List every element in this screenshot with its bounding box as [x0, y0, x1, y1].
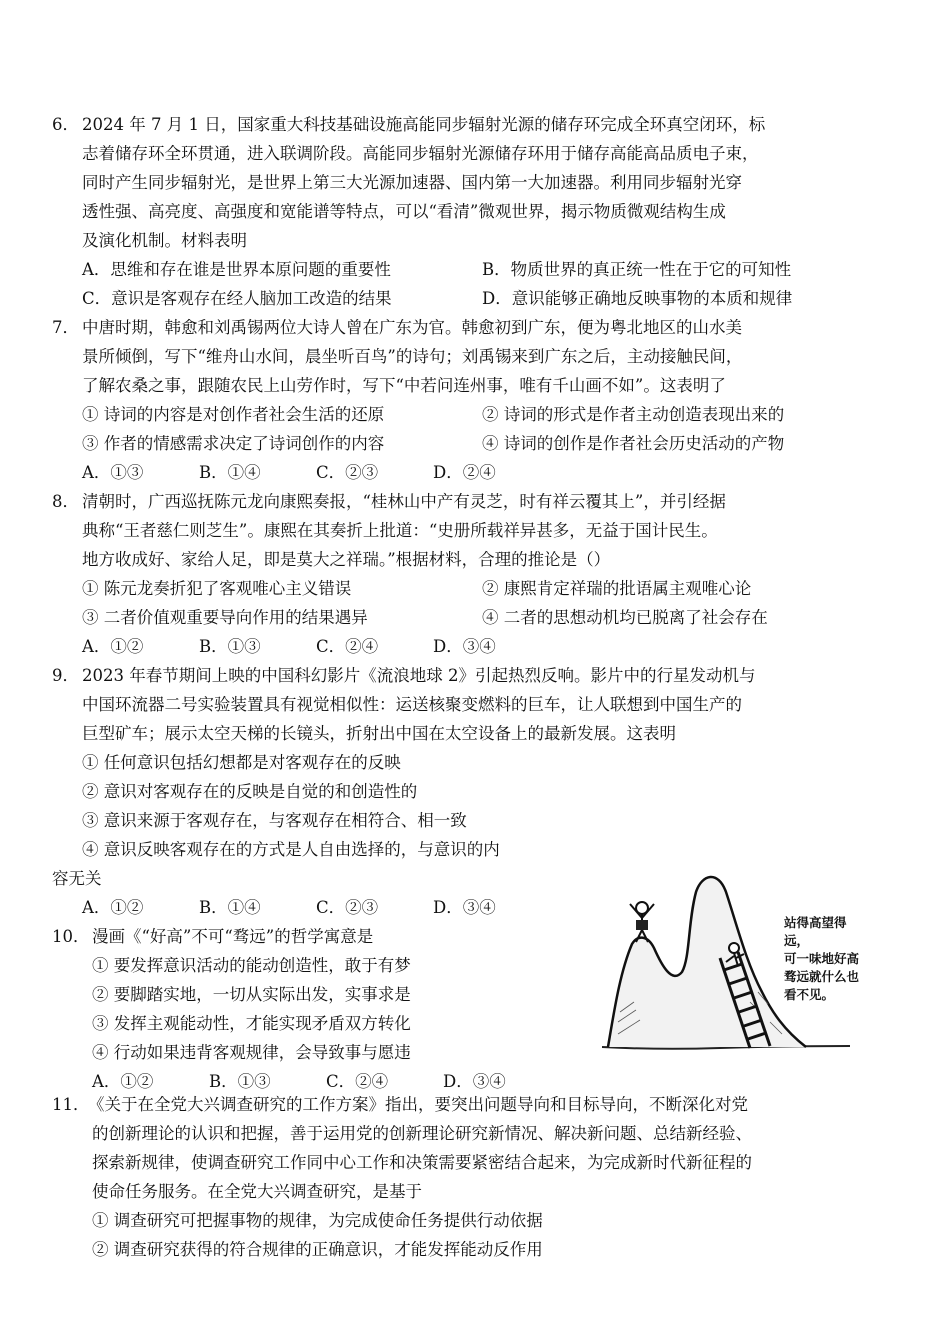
question-stem-line: 的创新理论的认识和把握，善于运用党的创新理论研究新情况、解决新问题、总结新经验、 [92, 1124, 752, 1143]
statement-2: ② 意识对客观存在的反映是自觉的和创造性的 [82, 782, 418, 801]
statement-2: ② 诗词的形式是作者主动创造表现出来的 [482, 405, 785, 424]
question-stem-line: 《关于在全党大兴调查研究的工作方案》指出，要突出问题导向和目标导向，不断深化对党 [88, 1095, 748, 1114]
question-stem-line: 2024 年 7 月 1 日，国家重大科技基础设施高能同步辐射光源的储存环完成全环真空闭环，标 [82, 115, 766, 134]
statement-4: ④ 诗词的创作是作者社会历史活动的产物 [482, 434, 785, 453]
option-b: B．①④ [199, 463, 261, 482]
statement-1: ① 要发挥意识活动的能动创造性，敢于有梦 [92, 956, 411, 975]
question-stem-line: 中唐时期，韩愈和刘禹锡两位大诗人曾在广东为官。韩愈初到广东，便为粤北地区的山水美 [82, 318, 742, 337]
option-c: C．②③ [316, 463, 379, 482]
statement-3: ③ 作者的情感需求决定了诗词创作的内容 [82, 434, 385, 453]
comic-caption-line: 站得高望得远， [784, 915, 847, 948]
statement-1: ① 任何意识包括幻想都是对客观存在的反映 [82, 753, 401, 772]
comic-caption-line: 可一味地好高 [784, 951, 860, 966]
comic-caption-line: 看不见。 [784, 987, 835, 1002]
option-a: A．①③ [82, 463, 144, 482]
option-c: C．意识是客观存在经人脑加工改造的结果 [82, 289, 392, 308]
question-stem-line: 地方收成好、家给人足，即是莫大之祥瑞。”根据材料，合理的推论是（） [82, 550, 611, 569]
question-stem-line: 2023 年春节期间上映的中国科幻影片《流浪地球 2》引起热烈反响。影片中的行星发动机与 [82, 666, 756, 685]
question-stem-line: 及演化机制。材料表明 [82, 231, 247, 250]
comic-caption-line: 骛远就什么也 [784, 969, 860, 984]
statement-3: ③ 发挥主观能动性，才能实现矛盾双方转化 [92, 1014, 411, 1033]
answer-options [92, 1071, 560, 1093]
answer-options [82, 897, 550, 919]
question-number: 9． [52, 666, 79, 685]
option-d: D．③④ [433, 637, 496, 656]
statement-2: ② 调查研究获得的符合规律的正确意识，才能发挥能动反作用 [92, 1240, 543, 1259]
option-b: B．①③ [199, 637, 261, 656]
option-a: A．思维和存在谁是世界本原问题的重要性 [82, 260, 391, 279]
statement-1: ① 调查研究可把握事物的规律，为完成使命任务提供行动依据 [92, 1211, 543, 1230]
statement-4: ④ 意识反映客观存在的方式是人自由选择的，与意识的内 [82, 840, 500, 859]
option-d: D．③④ [443, 1072, 506, 1091]
statement-4: ④ 二者的思想动机均已脱离了社会存在 [482, 608, 768, 627]
option-d: D．意识能够正确地反映事物的本质和规律 [482, 289, 793, 308]
option-a: A．①② [82, 637, 144, 656]
option-a: A．①② [92, 1072, 154, 1091]
comic-caption [784, 914, 868, 1004]
question-stem-line: 清朝时，广西巡抚陈元龙向康熙奏报，“桂林山中产有灵芝，时有祥云覆其上”，并引经据 [82, 492, 726, 511]
question-number: 6． [52, 115, 79, 134]
statement-4: ④ 行动如果违背客观规律，会导致事与愿违 [92, 1043, 411, 1062]
question-stem-line: 中国环流器二号实验装置具有视觉相似性：运送核聚变燃料的巨车，让人联想到中国生产的 [82, 695, 742, 714]
answer-options [82, 636, 550, 658]
question-stem-line: 使命任务服务。在全党大兴调查研究，是基于 [92, 1182, 422, 1201]
statement-3: ③ 二者价值观重要导向作用的结果遇异 [82, 608, 368, 627]
question-number: 11． [52, 1095, 90, 1114]
question-stem-line: 了解农桑之事，跟随农民上山劳作时，写下“中若问连州事，唯有千山画不如”。这表明了 [82, 376, 726, 395]
question-stem-line: 探索新规律，使调查研究工作同中心工作和决策需要紧密结合起来，为完成新时代新征程的 [92, 1153, 752, 1172]
comic-illustration [600, 862, 868, 1057]
question-stem-line: 漫画《“好高”不可“骛远”的哲学寓意是 [92, 927, 374, 946]
option-d: D．③④ [433, 898, 496, 917]
statement-1: ① 诗词的内容是对创作者社会生活的还原 [82, 405, 385, 424]
question-number: 8． [52, 492, 79, 511]
statement-1: ① 陈元龙奏折犯了客观唯心主义错误 [82, 579, 352, 598]
statement-2: ② 要脚踏实地，一切从实际出发，实事求是 [92, 985, 411, 1004]
option-d: D．②④ [433, 463, 496, 482]
question-number: 7． [52, 318, 79, 337]
option-b: B．物质世界的真正统一性在于它的可知性 [482, 260, 792, 279]
statement-4-continued: 容无关 [52, 869, 102, 888]
question-stem-line: 巨型矿车；展示太空天梯的长镜头，折射出中国在太空设备上的最新发展。这表明 [82, 724, 676, 743]
question-number: 10． [52, 927, 90, 946]
question-stem-line: 透性强、高亮度、高强度和宽能谱等特点，可以“看清”微观世界，揭示物质微观结构生成 [82, 202, 726, 221]
option-b: B．①③ [209, 1072, 271, 1091]
option-b: B．①④ [199, 898, 261, 917]
statement-2: ② 康熙肯定祥瑞的批语属主观唯心论 [482, 579, 752, 598]
question-stem-line: 典称“王者慈仁则芝生”。康熙在其奏折上批道：“史册所载祥异甚多，无益于国计民生。 [82, 521, 718, 540]
option-a: A．①② [82, 898, 144, 917]
statement-3: ③ 意识来源于客观存在，与客观存在相符合、相一致 [82, 811, 467, 830]
question-stem-line: 同时产生同步辐射光，是世界上第三大光源加速器、国内第一大加速器。利用同步辐射光穿 [82, 173, 742, 192]
option-c: C．②④ [326, 1072, 389, 1091]
question-stem-line: 志着储存环全环贯通，进入联调阶段。高能同步辐射光源储存环用于储存高能高品质电子束， [82, 144, 759, 163]
question-stem-line: 景所倾倒，写下“维舟山水间，晨坐听百鸟”的诗句；刘禹锡来到广东之后，主动接触民间， [82, 347, 743, 366]
answer-options [82, 462, 550, 484]
option-c: C．②③ [316, 898, 379, 917]
option-c: C．②④ [316, 637, 379, 656]
